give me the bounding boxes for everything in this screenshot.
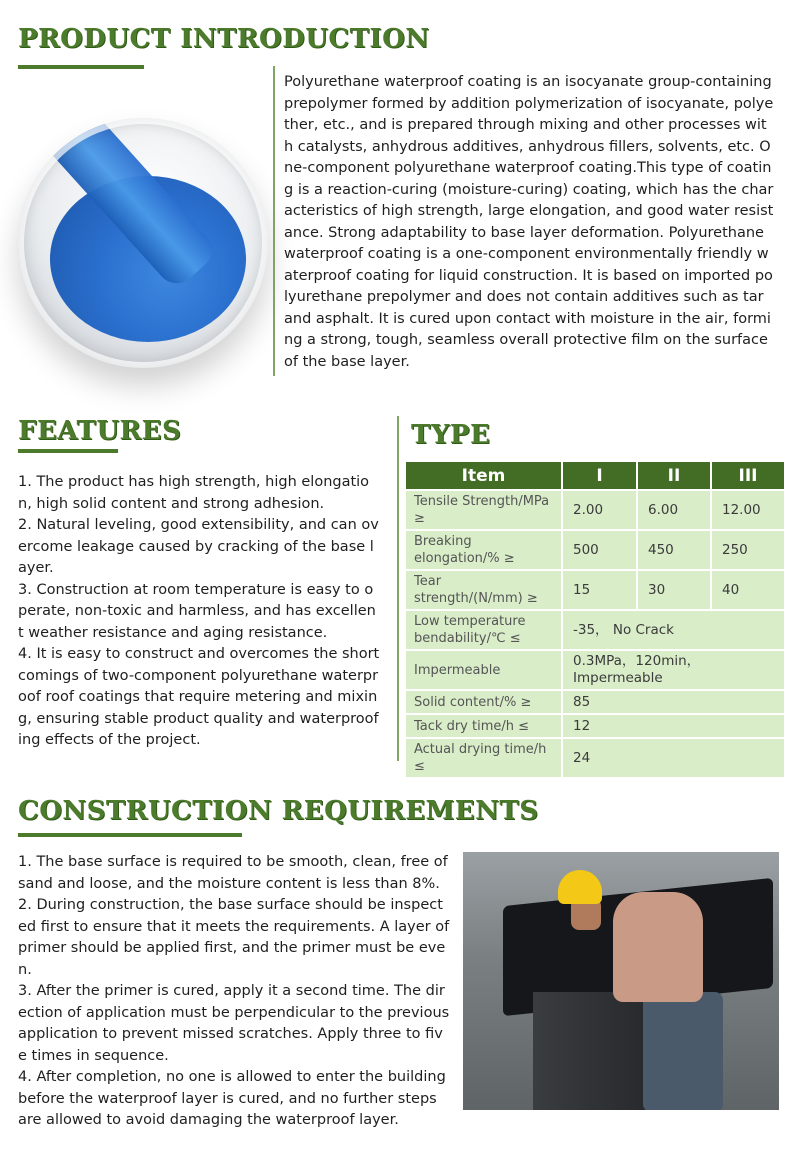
table-row <box>405 490 785 530</box>
worker-legs <box>643 992 723 1110</box>
row-value-3: 40 <box>711 570 785 610</box>
table-row <box>405 570 785 610</box>
construction-item: 2. During construction, the base surface should be inspected first to ensure that it meets the requirements. A layer of primer should be applied first, and the primer must be even. <box>18 897 450 978</box>
row-label: Tear strength/(N/mm) ≥ <box>405 570 562 610</box>
table-row <box>405 530 785 570</box>
row-value-2: 6.00 <box>637 490 711 530</box>
row-value-2: 450 <box>637 530 711 570</box>
header-type-3: III <box>711 461 785 490</box>
table-row <box>405 650 785 690</box>
intro-divider <box>273 66 275 376</box>
row-value: -35， No Crack <box>562 610 785 650</box>
row-label: Impermeable <box>405 650 562 690</box>
type-table-header-row <box>405 461 785 490</box>
type-table <box>404 460 786 779</box>
intro-text <box>284 72 774 373</box>
worker-body <box>613 892 703 1002</box>
row-label: Actual drying time/h ≤ <box>405 738 562 778</box>
table-row <box>405 714 785 738</box>
row-value: 85 <box>562 690 785 714</box>
construction-heading-underline <box>18 833 242 837</box>
row-label: Tack dry time/h ≤ <box>405 714 562 738</box>
worker-applying-coating-photo <box>463 852 779 1110</box>
paint-bucket-image <box>18 118 268 368</box>
row-value-2: 30 <box>637 570 711 610</box>
row-value-1: 2.00 <box>562 490 637 530</box>
feature-item: 3. Construction at room temperature is easy to operate, non-toxic and harmless, and has excellent weather resistance and aging resistance. <box>18 581 376 641</box>
feature-item: 2. Natural leveling, good extensibility, and can overcome leakage caused by cracking of the base layer. <box>18 517 379 576</box>
intro-paragraph: Polyurethane waterproof coating is an isocyanate group-containing prepolymer formed by addition polymerization of isocyanate, polyether, etc., and is prepared through mixing and other processes with catalysts, anhydrous additives, anhydrous fillers, solvents, etc. One-component polyurethane waterproof coating.This type of coating is a reaction-curing (moisture-curing) coating, which has the characteristics of high strength, large elongation, and good water resistance. Strong adaptability to base layer deformation. Polyurethane waterproof coating is a one-component environmentally friendly waterproof coating for liquid construction. It is based on imported polyurethane prepolymer and does not contain additives such as tar and asphalt. It is cured upon contact with moisture in the air, forming a strong, tough, seamless overall protective film on the surface of the base layer. <box>284 74 774 370</box>
header-item: Item <box>405 461 562 490</box>
row-label: Low temperature bendability/℃ ≤ <box>405 610 562 650</box>
table-row <box>405 610 785 650</box>
feature-item: 4. It is easy to construct and overcomes the shortcomings of two-component polyurethane waterproof roof coatings that require metering and mixing, ensuring stable product quality and waterproofing effects of the project. <box>18 646 380 748</box>
row-value-3: 12.00 <box>711 490 785 530</box>
features-list <box>18 472 380 752</box>
construction-item: 4. After completion, no one is allowed to enter the building before the waterproof layer is cured, and no further steps are allowed to avoid damaging the waterproof layer. <box>18 1069 446 1128</box>
row-value: 12 <box>562 714 785 738</box>
row-value: 0.3MPa，120min，Impermeable <box>562 650 785 690</box>
type-heading: TYPE <box>411 420 491 450</box>
row-value-3: 250 <box>711 530 785 570</box>
construction-item: 3. After the primer is cured, apply it a second time. The direction of application must be perpendicular to the previous application to prevent missed scratches. Apply three to five times in sequence. <box>18 983 450 1064</box>
construction-list <box>18 852 450 1132</box>
table-row <box>405 690 785 714</box>
construction-heading: CONSTRUCTION REQUIREMENTS <box>18 796 539 826</box>
feature-item: 1. The product has high strength, high elongation, high solid content and strong adhesion. <box>18 474 370 512</box>
row-value-1: 500 <box>562 530 637 570</box>
bucket-rim <box>18 118 268 368</box>
intro-heading-underline <box>18 65 144 69</box>
construction-item: 1. The base surface is required to be smooth, clean, free of sand and loose, and the moisture content is less than 8%. <box>18 854 448 892</box>
header-type-2: II <box>637 461 711 490</box>
row-value-1: 15 <box>562 570 637 610</box>
yellow-hard-hat <box>558 870 602 904</box>
intro-heading: PRODUCT INTRODUCTION <box>18 24 430 54</box>
row-label: Tensile Strength/MPa ≥ <box>405 490 562 530</box>
header-type-1: I <box>562 461 637 490</box>
type-divider <box>397 416 399 761</box>
row-label: Breaking elongation/% ≥ <box>405 530 562 570</box>
features-heading: FEATURES <box>18 416 182 446</box>
row-value: 24 <box>562 738 785 778</box>
features-heading-underline <box>18 449 118 453</box>
row-label: Solid content/% ≥ <box>405 690 562 714</box>
table-row <box>405 738 785 778</box>
